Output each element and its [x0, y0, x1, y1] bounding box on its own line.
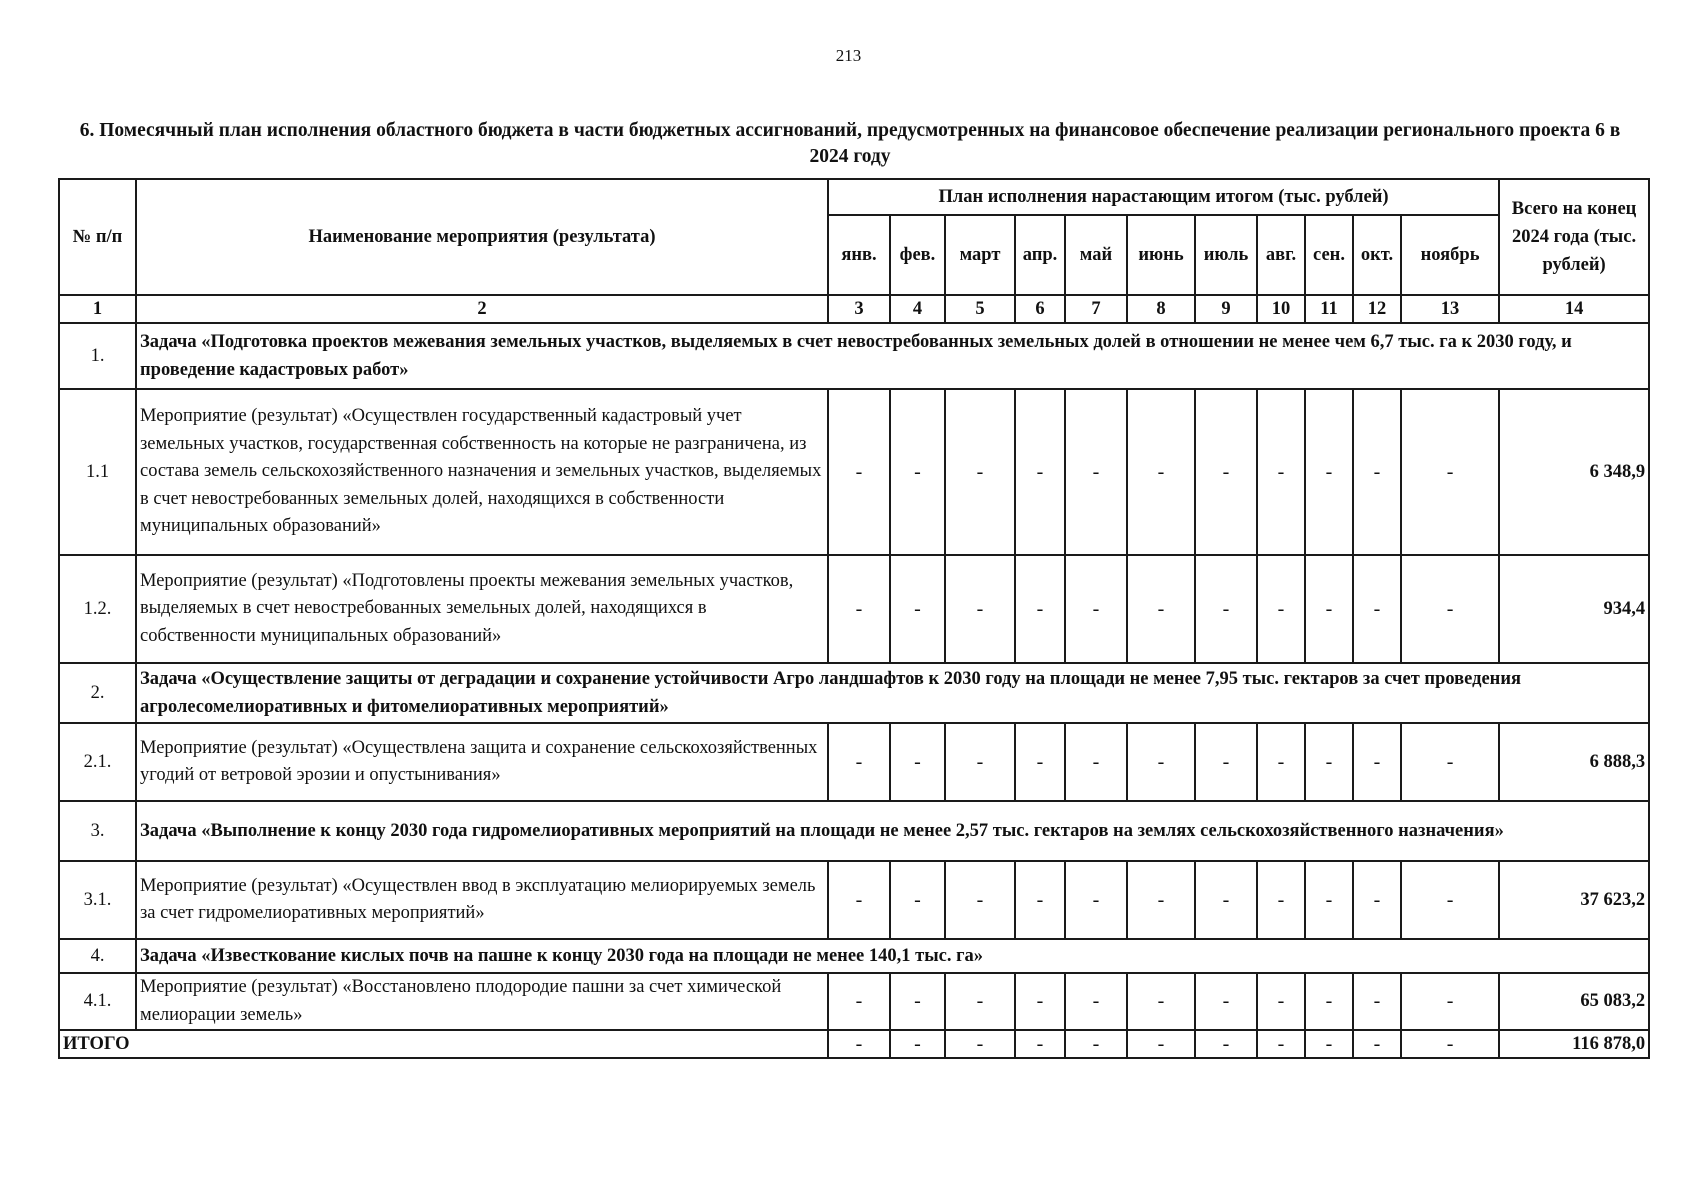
- month-value: -: [1015, 389, 1065, 555]
- month-value: -: [1401, 723, 1499, 801]
- month-value: -: [828, 723, 890, 801]
- measure-row: [59, 973, 1649, 1030]
- month-value: -: [890, 389, 945, 555]
- month-value: -: [1257, 861, 1305, 939]
- month-value: -: [1353, 555, 1401, 663]
- measure-row: [59, 723, 1649, 801]
- month-value: -: [1015, 973, 1065, 1030]
- itogo-month-value: -: [1015, 1030, 1065, 1058]
- row-number: 3.1.: [59, 861, 136, 939]
- itogo-row: [59, 1030, 1649, 1058]
- row-total: 6 888,3: [1499, 723, 1649, 801]
- header-month: март: [945, 215, 1015, 295]
- itogo-month-value: -: [1257, 1030, 1305, 1058]
- header-month: авг.: [1257, 215, 1305, 295]
- column-number: 13: [1401, 295, 1499, 323]
- month-value: -: [1305, 723, 1353, 801]
- month-value: -: [1353, 861, 1401, 939]
- task-text: Задача «Осуществление защиты от деградации и сохранение устойчивости Агро ландшафтов к 2030 году на площади не менее 7,95 тыс. гектаров за счет проведения агролесомелиоративных и фитомелиоративных мероприятий»: [136, 663, 1649, 723]
- month-value: -: [828, 389, 890, 555]
- header-month: июнь: [1127, 215, 1195, 295]
- itogo-month-value: -: [1353, 1030, 1401, 1058]
- month-value: -: [1065, 973, 1127, 1030]
- month-value: -: [1401, 861, 1499, 939]
- itogo-month-value: -: [945, 1030, 1015, 1058]
- row-number: 1.2.: [59, 555, 136, 663]
- month-value: -: [890, 555, 945, 663]
- task-text: Задача «Подготовка проектов межевания земельных участков, выделяемых в счет невостребованных земельных долей в отношении не менее чем 6,7 тыс. га к 2030 году, и проведение кадастровых работ»: [136, 323, 1649, 389]
- task-row: [59, 801, 1649, 861]
- month-value: -: [1127, 973, 1195, 1030]
- itogo-month-value: -: [1065, 1030, 1127, 1058]
- header-month: фев.: [890, 215, 945, 295]
- page-number: 213: [835, 46, 862, 65]
- month-value: -: [1065, 861, 1127, 939]
- column-number: 1: [59, 295, 136, 323]
- column-number: 10: [1257, 295, 1305, 323]
- column-number: 9: [1195, 295, 1257, 323]
- measure-text: Мероприятие (результат) «Осуществлен государственный кадастровый учет земельных участков, государственная собственность на которые не разграничена, из состава земель сельскохозяйственного назначения и земельных участков, выделяемых в счет невостребованных земельных долей, находящихся в собственности муниципальных образований»: [136, 389, 828, 555]
- measure-text: Мероприятие (результат) «Восстановлено плодородие пашни за счет химической мелиорации земель»: [136, 973, 828, 1030]
- task-text: Задача «Выполнение к концу 2030 года гидромелиоративных мероприятий на площади не менее 2,57 тыс. гектаров на землях сельскохозяйственного назначения»: [136, 801, 1649, 861]
- column-number: 12: [1353, 295, 1401, 323]
- month-value: -: [890, 861, 945, 939]
- month-value: -: [1305, 861, 1353, 939]
- header-total: Всего на конец 2024 года (тыс. рублей): [1499, 179, 1649, 295]
- header-month: июль: [1195, 215, 1257, 295]
- column-number: 6: [1015, 295, 1065, 323]
- month-value: -: [1065, 555, 1127, 663]
- month-value: -: [1195, 723, 1257, 801]
- month-value: -: [1257, 723, 1305, 801]
- header-month: янв.: [828, 215, 890, 295]
- month-value: -: [945, 861, 1015, 939]
- row-number: 2.: [59, 663, 136, 723]
- row-number: 4.1.: [59, 973, 136, 1030]
- month-value: -: [1195, 389, 1257, 555]
- row-number: 1.: [59, 323, 136, 389]
- measure-text: Мероприятие (результат) «Осуществлена защита и сохранение сельскохозяйственных угодий от ветровой эрозии и опустынивания»: [136, 723, 828, 801]
- itogo-month-value: -: [1195, 1030, 1257, 1058]
- header-num: № п/п: [59, 179, 136, 295]
- budget-plan-table: [58, 178, 1650, 1059]
- month-value: -: [890, 723, 945, 801]
- measure-row: [59, 555, 1649, 663]
- month-value: -: [1015, 723, 1065, 801]
- month-value: -: [1257, 555, 1305, 663]
- month-value: -: [1401, 973, 1499, 1030]
- month-value: -: [945, 973, 1015, 1030]
- month-value: -: [1305, 555, 1353, 663]
- row-number: 1.1: [59, 389, 136, 555]
- row-number: 3.: [59, 801, 136, 861]
- month-value: -: [1305, 973, 1353, 1030]
- month-value: -: [1353, 723, 1401, 801]
- measure-text: Мероприятие (результат) «Подготовлены проекты межевания земельных участков, выделяемых в счет невостребованных земельных долей, находящихся в собственности муниципальных образований»: [136, 555, 828, 663]
- month-value: -: [1401, 389, 1499, 555]
- month-value: -: [1353, 389, 1401, 555]
- row-total: 934,4: [1499, 555, 1649, 663]
- column-number: 4: [890, 295, 945, 323]
- month-value: -: [1065, 389, 1127, 555]
- month-value: -: [1195, 973, 1257, 1030]
- header-month: окт.: [1353, 215, 1401, 295]
- month-value: -: [1127, 723, 1195, 801]
- column-number: 5: [945, 295, 1015, 323]
- itogo-month-value: -: [890, 1030, 945, 1058]
- month-value: -: [945, 555, 1015, 663]
- itogo-total: 116 878,0: [1499, 1030, 1649, 1058]
- month-value: -: [1195, 555, 1257, 663]
- month-value: -: [1127, 389, 1195, 555]
- month-value: -: [945, 389, 1015, 555]
- month-value: -: [828, 861, 890, 939]
- itogo-month-value: -: [1305, 1030, 1353, 1058]
- month-value: -: [1195, 861, 1257, 939]
- measure-row: [59, 389, 1649, 555]
- column-number: 11: [1305, 295, 1353, 323]
- itogo-label: ИТОГО: [59, 1030, 828, 1058]
- month-value: -: [1127, 555, 1195, 663]
- header-month: апр.: [1015, 215, 1065, 295]
- row-total: 65 083,2: [1499, 973, 1649, 1030]
- month-value: -: [945, 723, 1015, 801]
- month-value: -: [828, 555, 890, 663]
- itogo-month-value: -: [1127, 1030, 1195, 1058]
- month-value: -: [1353, 973, 1401, 1030]
- month-value: -: [828, 973, 890, 1030]
- header-plan-group: План исполнения нарастающим итогом (тыс. рублей): [828, 179, 1499, 215]
- itogo-month-value: -: [828, 1030, 890, 1058]
- task-text: Задача «Известкование кислых почв на пашне к концу 2030 года на площади не менее 140,1 тыс. га»: [136, 939, 1649, 973]
- month-value: -: [1401, 555, 1499, 663]
- column-number: 7: [1065, 295, 1127, 323]
- column-number: 8: [1127, 295, 1195, 323]
- month-value: -: [1305, 389, 1353, 555]
- column-number: 3: [828, 295, 890, 323]
- header-month: ноябрь: [1401, 215, 1499, 295]
- row-number: 4.: [59, 939, 136, 973]
- header-month: сен.: [1305, 215, 1353, 295]
- task-row: [59, 939, 1649, 973]
- header-name: Наименование мероприятия (результата): [136, 179, 828, 295]
- task-row: [59, 663, 1649, 723]
- row-total: 6 348,9: [1499, 389, 1649, 555]
- itogo-month-value: -: [1401, 1030, 1499, 1058]
- month-value: -: [890, 973, 945, 1030]
- month-value: -: [1015, 555, 1065, 663]
- month-value: -: [1065, 723, 1127, 801]
- month-value: -: [1257, 973, 1305, 1030]
- row-number: 2.1.: [59, 723, 136, 801]
- header-month: май: [1065, 215, 1127, 295]
- task-row: [59, 323, 1649, 389]
- column-number: 2: [136, 295, 828, 323]
- column-number: 14: [1499, 295, 1649, 323]
- document-title: 6. Помесячный план исполнения областного бюджета в части бюджетных ассигнований, предусмотренных на финансовое обеспечение реализации регионального проекта 6 в 2024 году: [79, 120, 1621, 167]
- month-value: -: [1015, 861, 1065, 939]
- row-total: 37 623,2: [1499, 861, 1649, 939]
- measure-text: Мероприятие (результат) «Осуществлен ввод в эксплуатацию мелиорируемых земель за счет гидромелиоративных мероприятий»: [136, 861, 828, 939]
- measure-row: [59, 861, 1649, 939]
- month-value: -: [1257, 389, 1305, 555]
- month-value: -: [1127, 861, 1195, 939]
